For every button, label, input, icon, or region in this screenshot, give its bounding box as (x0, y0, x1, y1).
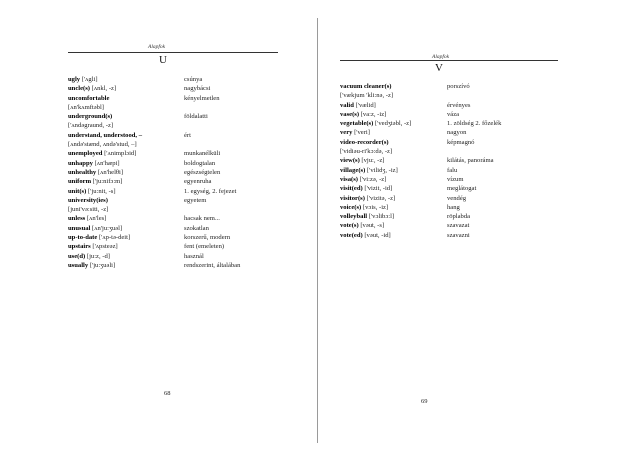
headword-text: voice(s) (340, 203, 362, 211)
translation: porszívó (447, 83, 470, 90)
dictionary-entry (68, 103, 308, 112)
entry-headword (68, 214, 106, 223)
entry-headword (68, 121, 113, 130)
translation: meglátogat (447, 185, 477, 193)
dictionary-entry (340, 221, 580, 230)
entry-headword (340, 212, 394, 221)
translation: hang (447, 203, 460, 211)
running-head: Alapfok (148, 44, 166, 50)
entry-list (340, 82, 580, 240)
headword-text: visa(s) (340, 175, 358, 183)
entry-headword (68, 177, 122, 186)
translation: rendszerint, általában (184, 261, 241, 269)
translation: vendég (447, 194, 467, 202)
entry-headword (340, 91, 393, 100)
headword-text: vegetable(s) (340, 120, 374, 128)
pronunciation: ['vɔlibɔ:l] (367, 213, 395, 221)
pronunciation: ['ʌpsteəz] (90, 243, 118, 251)
entry-headword (340, 156, 385, 165)
dictionary-entry (68, 131, 308, 140)
page-number: 68 (164, 390, 171, 397)
entry-headword (68, 103, 104, 112)
headword-text: upstairs (68, 243, 91, 251)
dictionary-entry (68, 168, 308, 177)
pronunciation: [ʌn'kʌmftəbl] (68, 103, 104, 111)
translation: boldogtalan (184, 159, 216, 167)
translation: kilátás, panoráma (447, 157, 494, 165)
translation: egyenruha (184, 178, 212, 186)
section-letter: V (435, 62, 443, 74)
headword-text: university(ies) (68, 196, 108, 204)
pronunciation: [vɔis, -iz] (361, 203, 389, 211)
translation: munkanélküli (184, 150, 221, 158)
dictionary-entry (68, 242, 308, 251)
dictionary-entry (340, 101, 580, 110)
headword-text: unit(s) (68, 187, 87, 195)
entry-headword (68, 112, 112, 121)
dictionary-entry (340, 82, 580, 91)
entry-headword (68, 168, 123, 177)
dictionary-entry (340, 194, 580, 203)
translation: egyetem (184, 196, 207, 204)
dictionary-entry (340, 212, 580, 221)
entry-headword (68, 187, 116, 196)
dictionary-entry (68, 84, 308, 93)
entry-headword (68, 131, 142, 140)
entry-headword (68, 196, 108, 205)
headword-text: uniform (68, 178, 92, 186)
entry-headword (340, 128, 370, 137)
running-head: Alapfok (432, 54, 450, 60)
translation: kényelmetlen (184, 94, 220, 102)
page-number: 69 (421, 398, 428, 405)
pronunciation: ['vidiəu-ri'kɔ:də, -z] (340, 148, 393, 156)
pronunciation: ['ʌgli] (80, 76, 98, 83)
translation: röplabda (447, 213, 471, 221)
dictionary-entry (68, 205, 308, 214)
headword-text: very (340, 129, 353, 137)
entry-headword (68, 140, 137, 149)
pronunciation: [vəut, -id] (362, 231, 391, 239)
headword-text: view(s) (340, 157, 360, 165)
pronunciation: ['ju:nit, -s] (86, 187, 116, 195)
entry-list (68, 75, 308, 270)
translation: szavazni (447, 231, 470, 239)
dictionary-entry (340, 156, 580, 165)
entry-headword (68, 84, 116, 93)
dictionary-entry (340, 166, 580, 175)
entry-headword (340, 110, 386, 119)
headword-text: volleyball (340, 213, 368, 221)
translation: vízum (447, 175, 464, 183)
translation: nagyon (447, 129, 467, 137)
header-rule (340, 60, 558, 61)
dictionary-entry (68, 149, 308, 158)
entry-headword (340, 231, 391, 240)
pronunciation: ['ʌndəgraund, -z] (68, 122, 114, 130)
dictionary-entry (340, 231, 580, 240)
translation: korszerű, modern (184, 234, 231, 242)
translation: használ (184, 252, 204, 260)
translation: hacsak nem... (184, 215, 220, 223)
left-page (0, 0, 318, 452)
dictionary-entry (340, 138, 580, 147)
headword-text: vote(ed) (340, 231, 363, 239)
header-rule (68, 52, 278, 53)
headword-text: use(d) (68, 252, 86, 260)
dictionary-entry (68, 252, 308, 261)
headword-text: unhealthy (68, 168, 97, 176)
dictionary-entry (340, 110, 580, 119)
pronunciation: ['vi:zə, -z] (357, 175, 387, 183)
translation: csúnya (184, 76, 203, 83)
dictionary-entry (340, 119, 580, 128)
headword-text: valid (340, 101, 354, 109)
translation: egészségtelen (184, 168, 221, 176)
entry-headword (340, 138, 389, 147)
entry-headword (68, 261, 115, 270)
dictionary-entry (68, 94, 308, 103)
pronunciation: [va:z, -iz] (359, 110, 387, 118)
pronunciation: ['vækjum 'kli:nə, -z] (340, 92, 394, 100)
dictionary-entry (68, 224, 308, 233)
translation: váza (447, 110, 460, 118)
dictionary-entry (340, 203, 580, 212)
pronunciation: [vəut, -s] (358, 222, 385, 230)
pronunciation: ['ju:ʒuəli] (88, 261, 116, 269)
dictionary-entry (340, 128, 580, 137)
entry-headword (340, 119, 411, 128)
headword-text: uncomfortable (68, 94, 110, 102)
entry-headword (68, 233, 130, 242)
headword-text: video-recorder(s) (340, 138, 389, 146)
entry-headword (340, 175, 386, 184)
headword-text: uncle(s) (68, 85, 90, 93)
entry-headword (340, 194, 395, 203)
pronunciation: ['ʌnimplɔid] (102, 150, 137, 158)
dictionary-entry (68, 140, 308, 149)
pronunciation: [ʌn'les] (85, 215, 107, 223)
dictionary-entry (340, 184, 580, 193)
dictionary-entry (68, 159, 308, 168)
translation: földalatti (184, 113, 208, 121)
dictionary-entry (68, 112, 308, 121)
entry-headword (340, 184, 392, 193)
translation: 1. zöldség 2. főzelék (447, 120, 502, 128)
headword-text: visitor(s) (340, 194, 365, 202)
dictionary-entry (68, 196, 308, 205)
headword-text: up-to-date (68, 234, 98, 242)
right-page (318, 0, 638, 452)
pronunciation: [ʌn'ju:ʒuəl] (90, 224, 123, 232)
translation: szavazat (447, 222, 470, 230)
entry-headword (340, 221, 384, 230)
headword-text: understand, understood, – (68, 131, 143, 139)
headword-text: underground(s) (68, 113, 113, 121)
section-letter: U (159, 54, 167, 66)
headword-text: unemployed (68, 150, 103, 158)
entry-headword (340, 147, 392, 156)
dictionary-entry (340, 91, 580, 100)
dictionary-entry (68, 75, 308, 84)
dictionary-entry (68, 233, 308, 242)
headword-text: unhappy (68, 159, 93, 167)
entry-headword (68, 94, 109, 103)
headword-text: visit(ed) (340, 185, 363, 193)
translation: szokatlan (184, 224, 209, 232)
dictionary-entry (340, 147, 580, 156)
entry-headword (68, 159, 120, 168)
entry-headword (340, 203, 388, 212)
headword-text: ugly (68, 76, 81, 83)
translation: fent (emeleten) (184, 243, 225, 251)
dictionary-entry (68, 214, 308, 223)
pronunciation: ['vizitə, -z] (364, 194, 396, 202)
headword-text: vacuum cleaner(s) (340, 83, 392, 90)
pronunciation: ['veri] (352, 129, 370, 137)
pronunciation: ['vizit, -id] (362, 185, 393, 193)
headword-text: unless (68, 215, 86, 223)
translation: nagybácsi (184, 85, 211, 93)
pronunciation: ['vilidʒ, -iz] (365, 166, 398, 174)
entry-headword (68, 205, 108, 214)
entry-headword (340, 82, 391, 91)
pronunciation: [ʌn'helθi] (96, 168, 124, 176)
pronunciation: [vju:, -z] (359, 157, 385, 165)
pronunciation: [ʌnkl, -z] (89, 85, 117, 93)
entry-headword (340, 166, 398, 175)
headword-text: usually (68, 261, 89, 269)
pronunciation: [ju:z, -d] (85, 252, 110, 260)
headword-text: vase(s) (340, 110, 360, 118)
pronunciation: ['vedʒtəbl, -z] (373, 120, 412, 128)
pronunciation: [juni'və:siti, -z] (68, 206, 109, 214)
pronunciation: [ʌndə'stænd, ʌndə'stud, –] (68, 141, 137, 149)
entry-headword (340, 101, 376, 110)
pronunciation: ['ʌp-tə-deit] (97, 234, 131, 242)
headword-text: vote(s) (340, 222, 359, 230)
translation: ért (184, 131, 191, 139)
headword-text: unusual (68, 224, 91, 232)
pronunciation: ['vælid] (353, 101, 376, 109)
entry-headword (68, 224, 122, 233)
entry-headword (68, 252, 110, 261)
translation: falu (447, 166, 458, 174)
translation: képmagnó (447, 138, 475, 146)
pronunciation: [ʌn'hæpi] (92, 159, 120, 167)
pronunciation: ['ju:nifɔ:m] (91, 178, 123, 186)
headword-text: village(s) (340, 166, 366, 174)
entry-headword (68, 149, 136, 158)
dictionary-entry (340, 175, 580, 184)
dictionary-entry (68, 187, 308, 196)
dictionary-entry (68, 261, 308, 270)
translation: 1. egység, 2. fejezet (184, 187, 237, 195)
dictionary-entry (68, 177, 308, 186)
dictionary-entry (68, 121, 308, 130)
translation: érvényes (447, 101, 471, 109)
entry-headword (68, 242, 118, 251)
entry-headword (68, 75, 98, 84)
